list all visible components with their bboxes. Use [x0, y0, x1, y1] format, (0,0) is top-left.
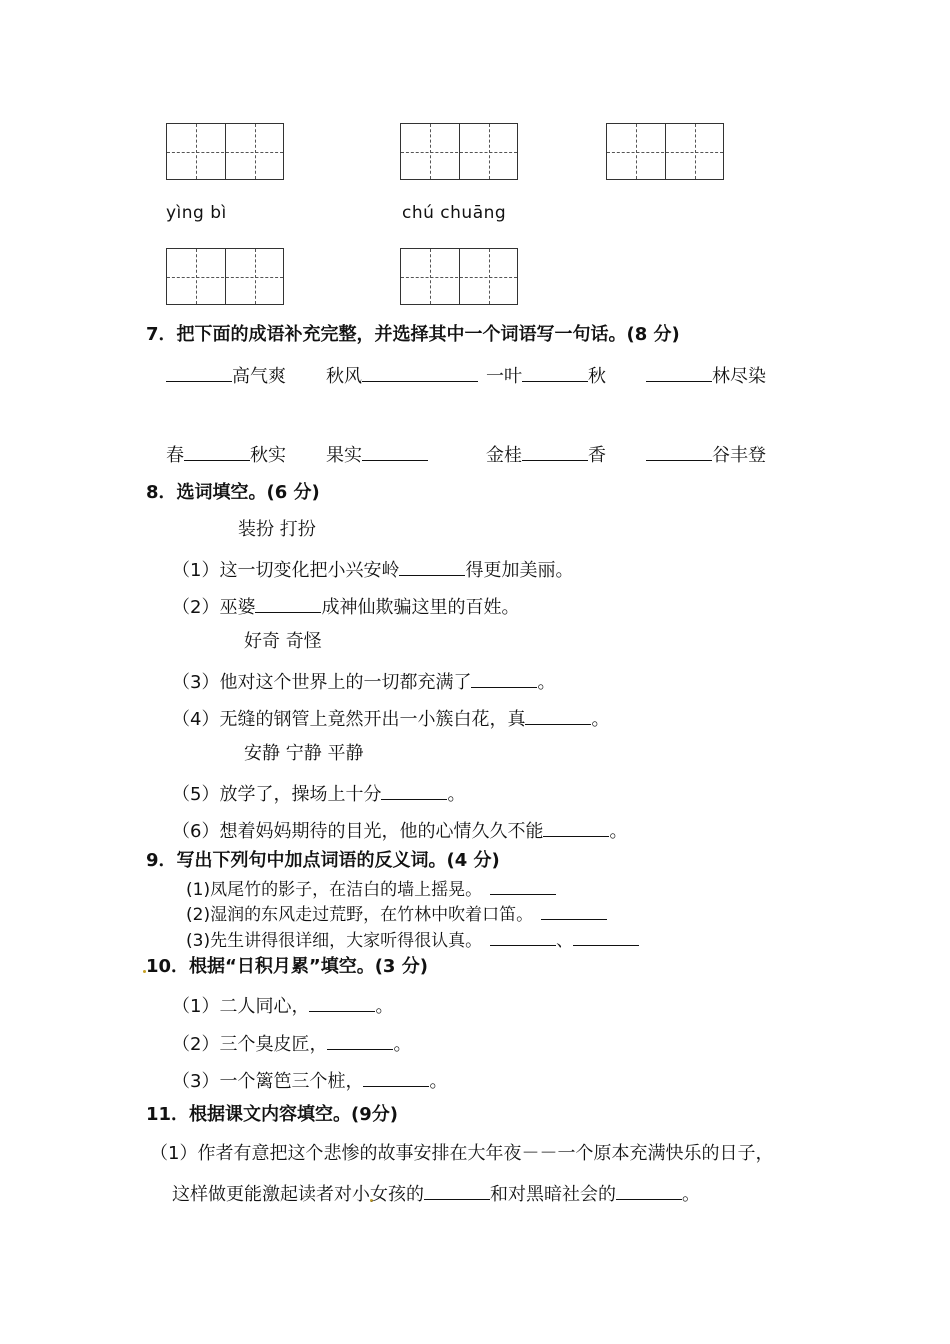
fill-sentence: [186, 876, 556, 900]
sentence-text: (1)凤尾竹的影子，在洁白的墙上摇晃。: [186, 880, 483, 900]
sentence-text: （1）这一切变化把小兴安岭: [172, 560, 400, 581]
idiom-text: 林尽染: [712, 366, 766, 387]
answer-blank[interactable]: [522, 442, 588, 461]
idiom-row: [166, 442, 286, 467]
idiom-row: [486, 363, 606, 388]
separator-text: 、: [556, 931, 574, 951]
writing-grid[interactable]: [606, 123, 724, 180]
fill-sentence: [172, 669, 555, 694]
sentence-text: （4）无缝的钢管上竟然开出一小簇白花，真: [172, 709, 526, 730]
sentence-text: 成神仙欺骗这里的百姓。: [321, 597, 520, 618]
answer-blank[interactable]: [525, 706, 591, 725]
sentence-text: （5）放学了，操场上十分: [172, 784, 382, 805]
sentence-text: 。: [393, 1034, 412, 1055]
sentence-text: 。: [429, 1071, 448, 1092]
sentence-text: （3）一个篱笆三个桩，: [172, 1071, 364, 1092]
fill-sentence: [172, 706, 609, 731]
pinyin-label: chú chuāng: [402, 203, 507, 223]
sentence-text: 。: [682, 1184, 700, 1205]
answer-blank[interactable]: [490, 876, 556, 895]
idiom-text: 香: [588, 445, 606, 466]
answer-blank[interactable]: [616, 1181, 682, 1200]
idiom-row: [646, 442, 766, 467]
question-title: 8．选词填空。(6 分): [146, 482, 320, 503]
idiom-text: 谷丰登: [712, 445, 766, 466]
word-choices: 安静 宁静 平静: [244, 743, 364, 764]
answer-blank[interactable]: [541, 901, 607, 920]
answer-blank[interactable]: [309, 993, 375, 1012]
sentence-text: 。: [609, 821, 628, 842]
idiom-row: [646, 363, 766, 388]
sentence-text: 。: [447, 784, 466, 805]
idiom-text: 果实: [326, 445, 362, 466]
answer-blank[interactable]: [646, 363, 712, 382]
writing-grid[interactable]: [166, 248, 284, 305]
answer-blank[interactable]: [424, 1181, 490, 1200]
sentence-text: （2）三个臭皮匠，: [172, 1034, 328, 1055]
fill-sentence: [172, 594, 519, 619]
idiom-row: [486, 442, 606, 467]
idiom-text: 金桂: [486, 445, 522, 466]
fill-sentence: [172, 557, 573, 582]
answer-blank[interactable]: [184, 442, 250, 461]
question-title: 7．把下面的成语补充完整，并选择其中一个词语写一句话。(8 分): [146, 324, 680, 345]
sentence-text: (3)先生讲得很详细，大家听得很认真。: [186, 931, 483, 951]
answer-blank[interactable]: [399, 557, 465, 576]
answer-blank[interactable]: [543, 818, 609, 837]
answer-blank[interactable]: [362, 363, 478, 382]
fill-sentence: [172, 818, 627, 843]
fill-sentence: [172, 781, 465, 806]
answer-blank[interactable]: [363, 1068, 429, 1087]
idiom-text: 一叶: [486, 366, 522, 387]
answer-blank[interactable]: [646, 442, 712, 461]
answer-blank[interactable]: [573, 927, 639, 946]
writing-grid[interactable]: [400, 123, 518, 180]
sentence-text: （2）巫婆: [172, 597, 256, 618]
fill-sentence: [186, 927, 639, 951]
answer-blank[interactable]: [490, 927, 556, 946]
idiom-row: [166, 363, 286, 388]
answer-blank[interactable]: [522, 363, 588, 382]
answer-blank[interactable]: [471, 669, 537, 688]
answer-blank[interactable]: [381, 781, 447, 800]
answer-blank[interactable]: [362, 442, 428, 461]
question-title: 10．根据“日积月累”填空。(3 分): [146, 956, 428, 977]
sentence-text: （1）二人同心，: [172, 996, 310, 1017]
answer-blank[interactable]: [327, 1031, 393, 1050]
sentence-text: （6）想着妈妈期待的目光，他的心情久久不能: [172, 821, 544, 842]
sentence-text: （1）作者有意把这个悲惨的故事安排在大年夜－－一个原本充满快乐的日子，: [150, 1143, 774, 1164]
sentence-text: 这样做更能激起读者对小女孩的: [172, 1184, 424, 1205]
sentence-text: （3）他对这个世界上的一切都充满了: [172, 672, 472, 693]
idiom-text: 高气爽: [232, 366, 286, 387]
writing-grid[interactable]: [400, 248, 518, 305]
idiom-text: 秋实: [250, 445, 286, 466]
fill-sentence: [172, 1031, 411, 1056]
idiom-row: [326, 363, 478, 388]
fill-sentence: [172, 993, 393, 1018]
question-title: 11．根据课文内容填空。(9分): [146, 1104, 399, 1125]
writing-grid[interactable]: [166, 123, 284, 180]
word-choices: 好奇 奇怪: [244, 631, 322, 652]
idiom-text: 秋: [588, 366, 606, 387]
sentence-text: 得更加美丽。: [465, 560, 574, 581]
idiom-text: 春: [166, 445, 184, 466]
fill-sentence: [186, 901, 607, 925]
answer-blank[interactable]: [255, 594, 321, 613]
sentence-text: 。: [537, 672, 556, 693]
question-title: 9．写出下列句中加点词语的反义词。(4 分): [146, 850, 500, 871]
fill-sentence: [172, 1068, 447, 1093]
sentence-text: 。: [375, 996, 394, 1017]
word-choices: 装扮 打扮: [238, 519, 316, 540]
idiom-text: 秋风: [326, 366, 362, 387]
fill-sentence: [172, 1181, 700, 1206]
sentence-text: 和对黑暗社会的: [490, 1184, 616, 1205]
idiom-row: [326, 442, 428, 467]
pinyin-label: yìng bì: [166, 203, 227, 223]
answer-blank[interactable]: [166, 363, 232, 382]
sentence-text: 。: [591, 709, 610, 730]
sentence-text: (2)湿润的东风走过荒野，在竹林中吹着口笛。: [186, 905, 534, 925]
